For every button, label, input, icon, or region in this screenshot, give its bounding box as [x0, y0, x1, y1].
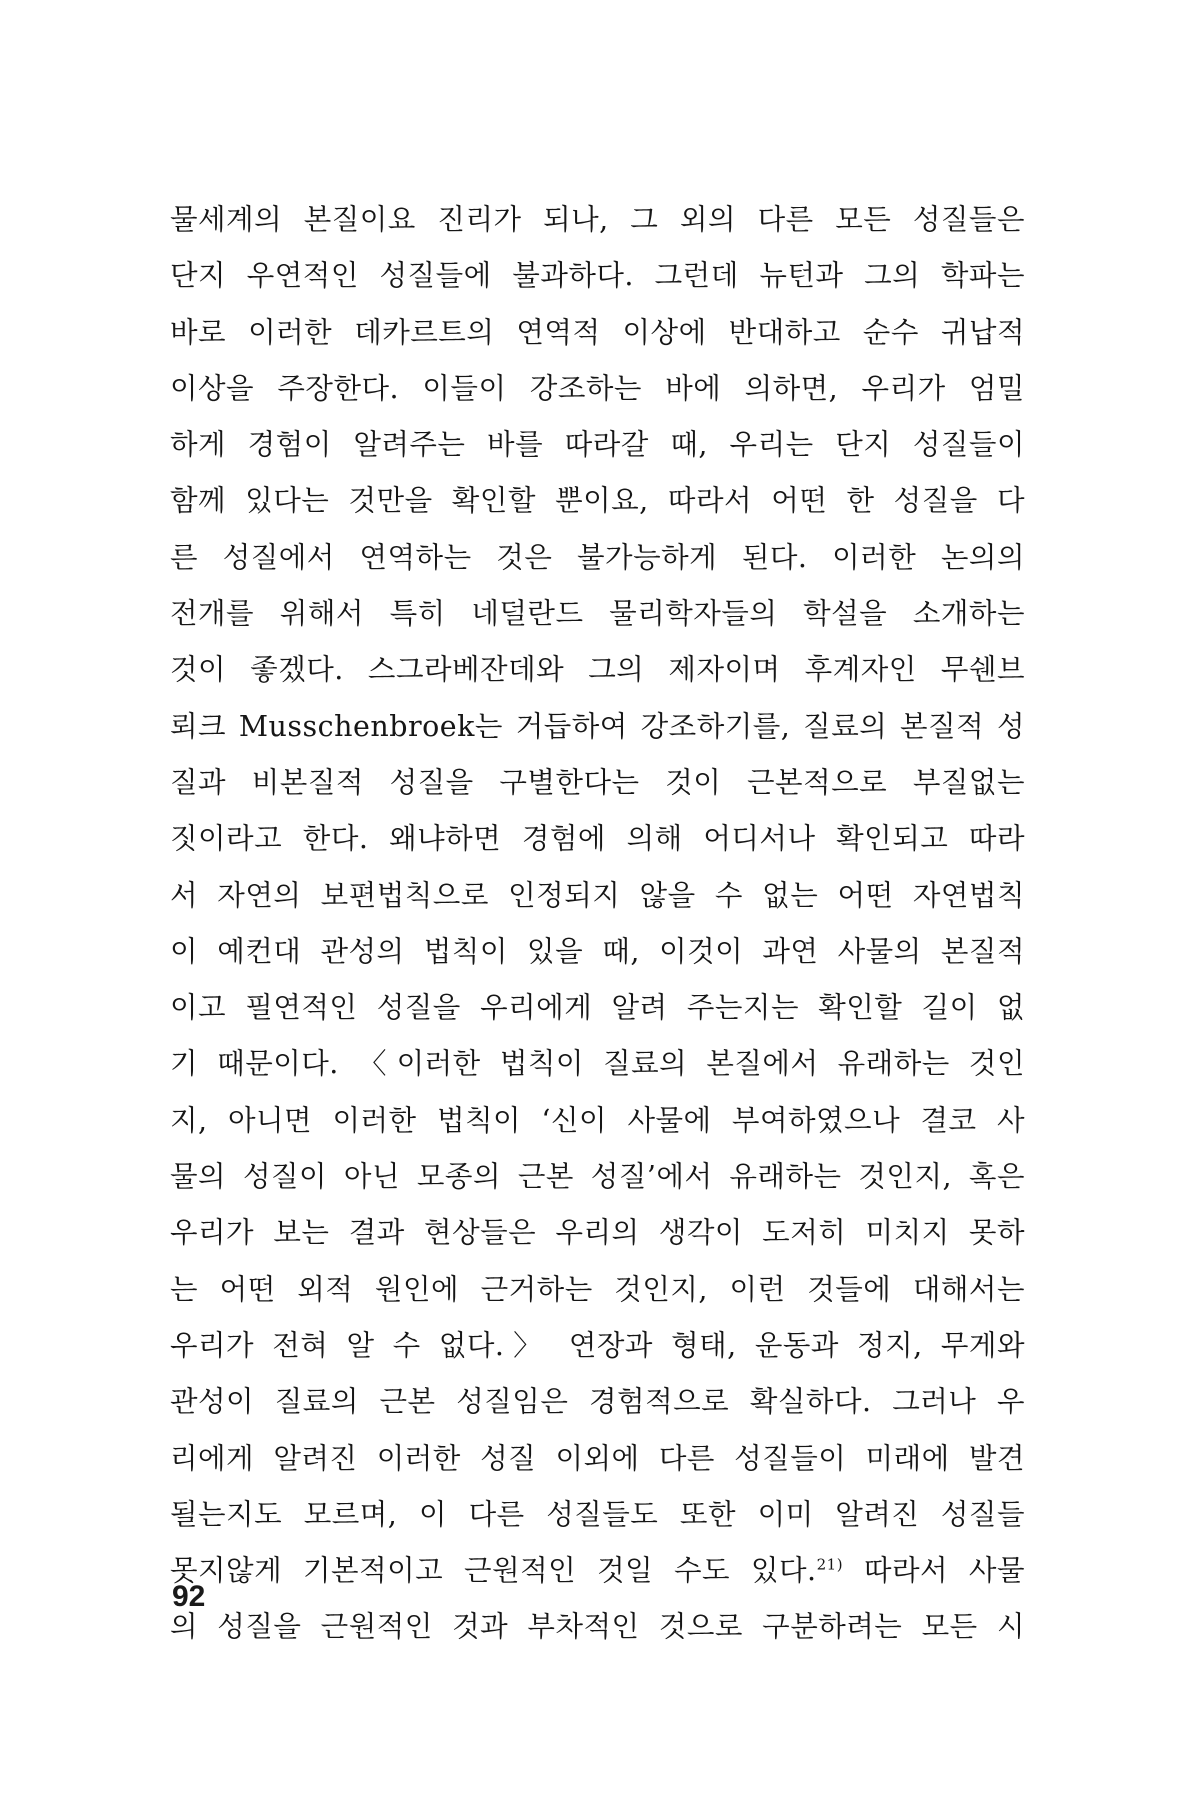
body-text [170, 192, 1025, 1656]
text-line: 이상을 주장한다. 이들이 강조하는 바에 의하면, 우리가 엄밀 [170, 371, 1025, 405]
text-line: 의 성질을 근원적인 것과 부차적인 것으로 구분하려는 모든 시 [170, 1610, 1025, 1644]
text-line: 하게 경험이 알려주는 바를 따라갈 때, 우리는 단지 성질들이 [170, 428, 1025, 462]
text-line: 는 어떤 외적 원인에 근거하는 것인지, 이런 것들에 대해서는 [170, 1272, 1025, 1306]
text-line: 이고 필연적인 성질을 우리에게 알려 주는지는 확인할 길이 없 [170, 991, 1025, 1025]
text-line: 지, 아니면 이러한 법칙이 ‘신이 사물에 부여하였으나 결코 사 [170, 1103, 1025, 1137]
text-line: 질과 비본질적 성질을 구별한다는 것이 근본적으로 부질없는 [170, 765, 1025, 799]
text-line: 함께 있다는 것만을 확인할 뿐이요, 따라서 어떤 한 성질을 다 [170, 484, 1025, 518]
text-line: 리에게 알려진 이러한 성질 이외에 다른 성질들이 미래에 발견 [170, 1441, 1025, 1475]
text-segment: 따라서 사물 [843, 1554, 1025, 1588]
text-line: 이 예컨대 관성의 법칙이 있을 때, 이것이 과연 사물의 본질적 [170, 934, 1025, 968]
text-line: 단지 우연적인 성질들에 불과하다. 그런데 뉴턴과 그의 학파는 [170, 259, 1025, 293]
text-line: 물세계의 본질이요 진리가 되나, 그 외의 다른 모든 성질들은 [170, 203, 1025, 236]
text-line: 른 성질에서 연역하는 것은 불가능하게 된다. 이러한 논의의 [170, 540, 1025, 574]
text-segment: 못지않게 기본적이고 근원적인 것일 수도 있다. [170, 1554, 817, 1588]
text-line: 우리가 전혀 알 수 없다.〉 연장과 형태, 운동과 정지, 무게와 [170, 1328, 1025, 1362]
text-line: 뢰크 Musschenbroek는 거듭하여 강조하기를, 질료의 본질적 성 [170, 709, 1025, 743]
text-line: 물의 성질이 아닌 모종의 근본 성질’에서 유래하는 것인지, 혹은 [170, 1160, 1025, 1194]
text-line: 관성이 질료의 근본 성질임은 경험적으로 확실하다. 그러나 우 [170, 1385, 1025, 1419]
text-line: 짓이라고 한다. 왜냐하면 경험에 의해 어디서나 확인되고 따라 [170, 822, 1025, 856]
page-number: 92 [172, 1580, 206, 1613]
text-line: 될는지도 모르며, 이 다른 성질들도 또한 이미 알려진 성질들 [170, 1497, 1025, 1531]
text-line: 바로 이러한 데카르트의 연역적 이상에 반대하고 순수 귀납적 [170, 315, 1025, 349]
text-line-with-footnote [170, 1543, 1025, 1599]
text-line: 기 때문이다. 〈이러한 법칙이 질료의 본질에서 유래하는 것인 [170, 1047, 1025, 1081]
text-line: 우리가 보는 결과 현상들은 우리의 생각이 도저히 미치지 못하 [170, 1216, 1025, 1250]
text-line: 전개를 위해서 특히 네덜란드 물리학자들의 학설을 소개하는 [170, 597, 1025, 631]
text-line: 서 자연의 보편법칙으로 인정되지 않을 수 없는 어떤 자연법칙 [170, 878, 1025, 912]
footnote-marker: 21) [816, 1555, 844, 1574]
text-line: 것이 좋겠다. 스그라베잔데와 그의 제자이며 후계자인 무쉔브 [170, 653, 1025, 687]
